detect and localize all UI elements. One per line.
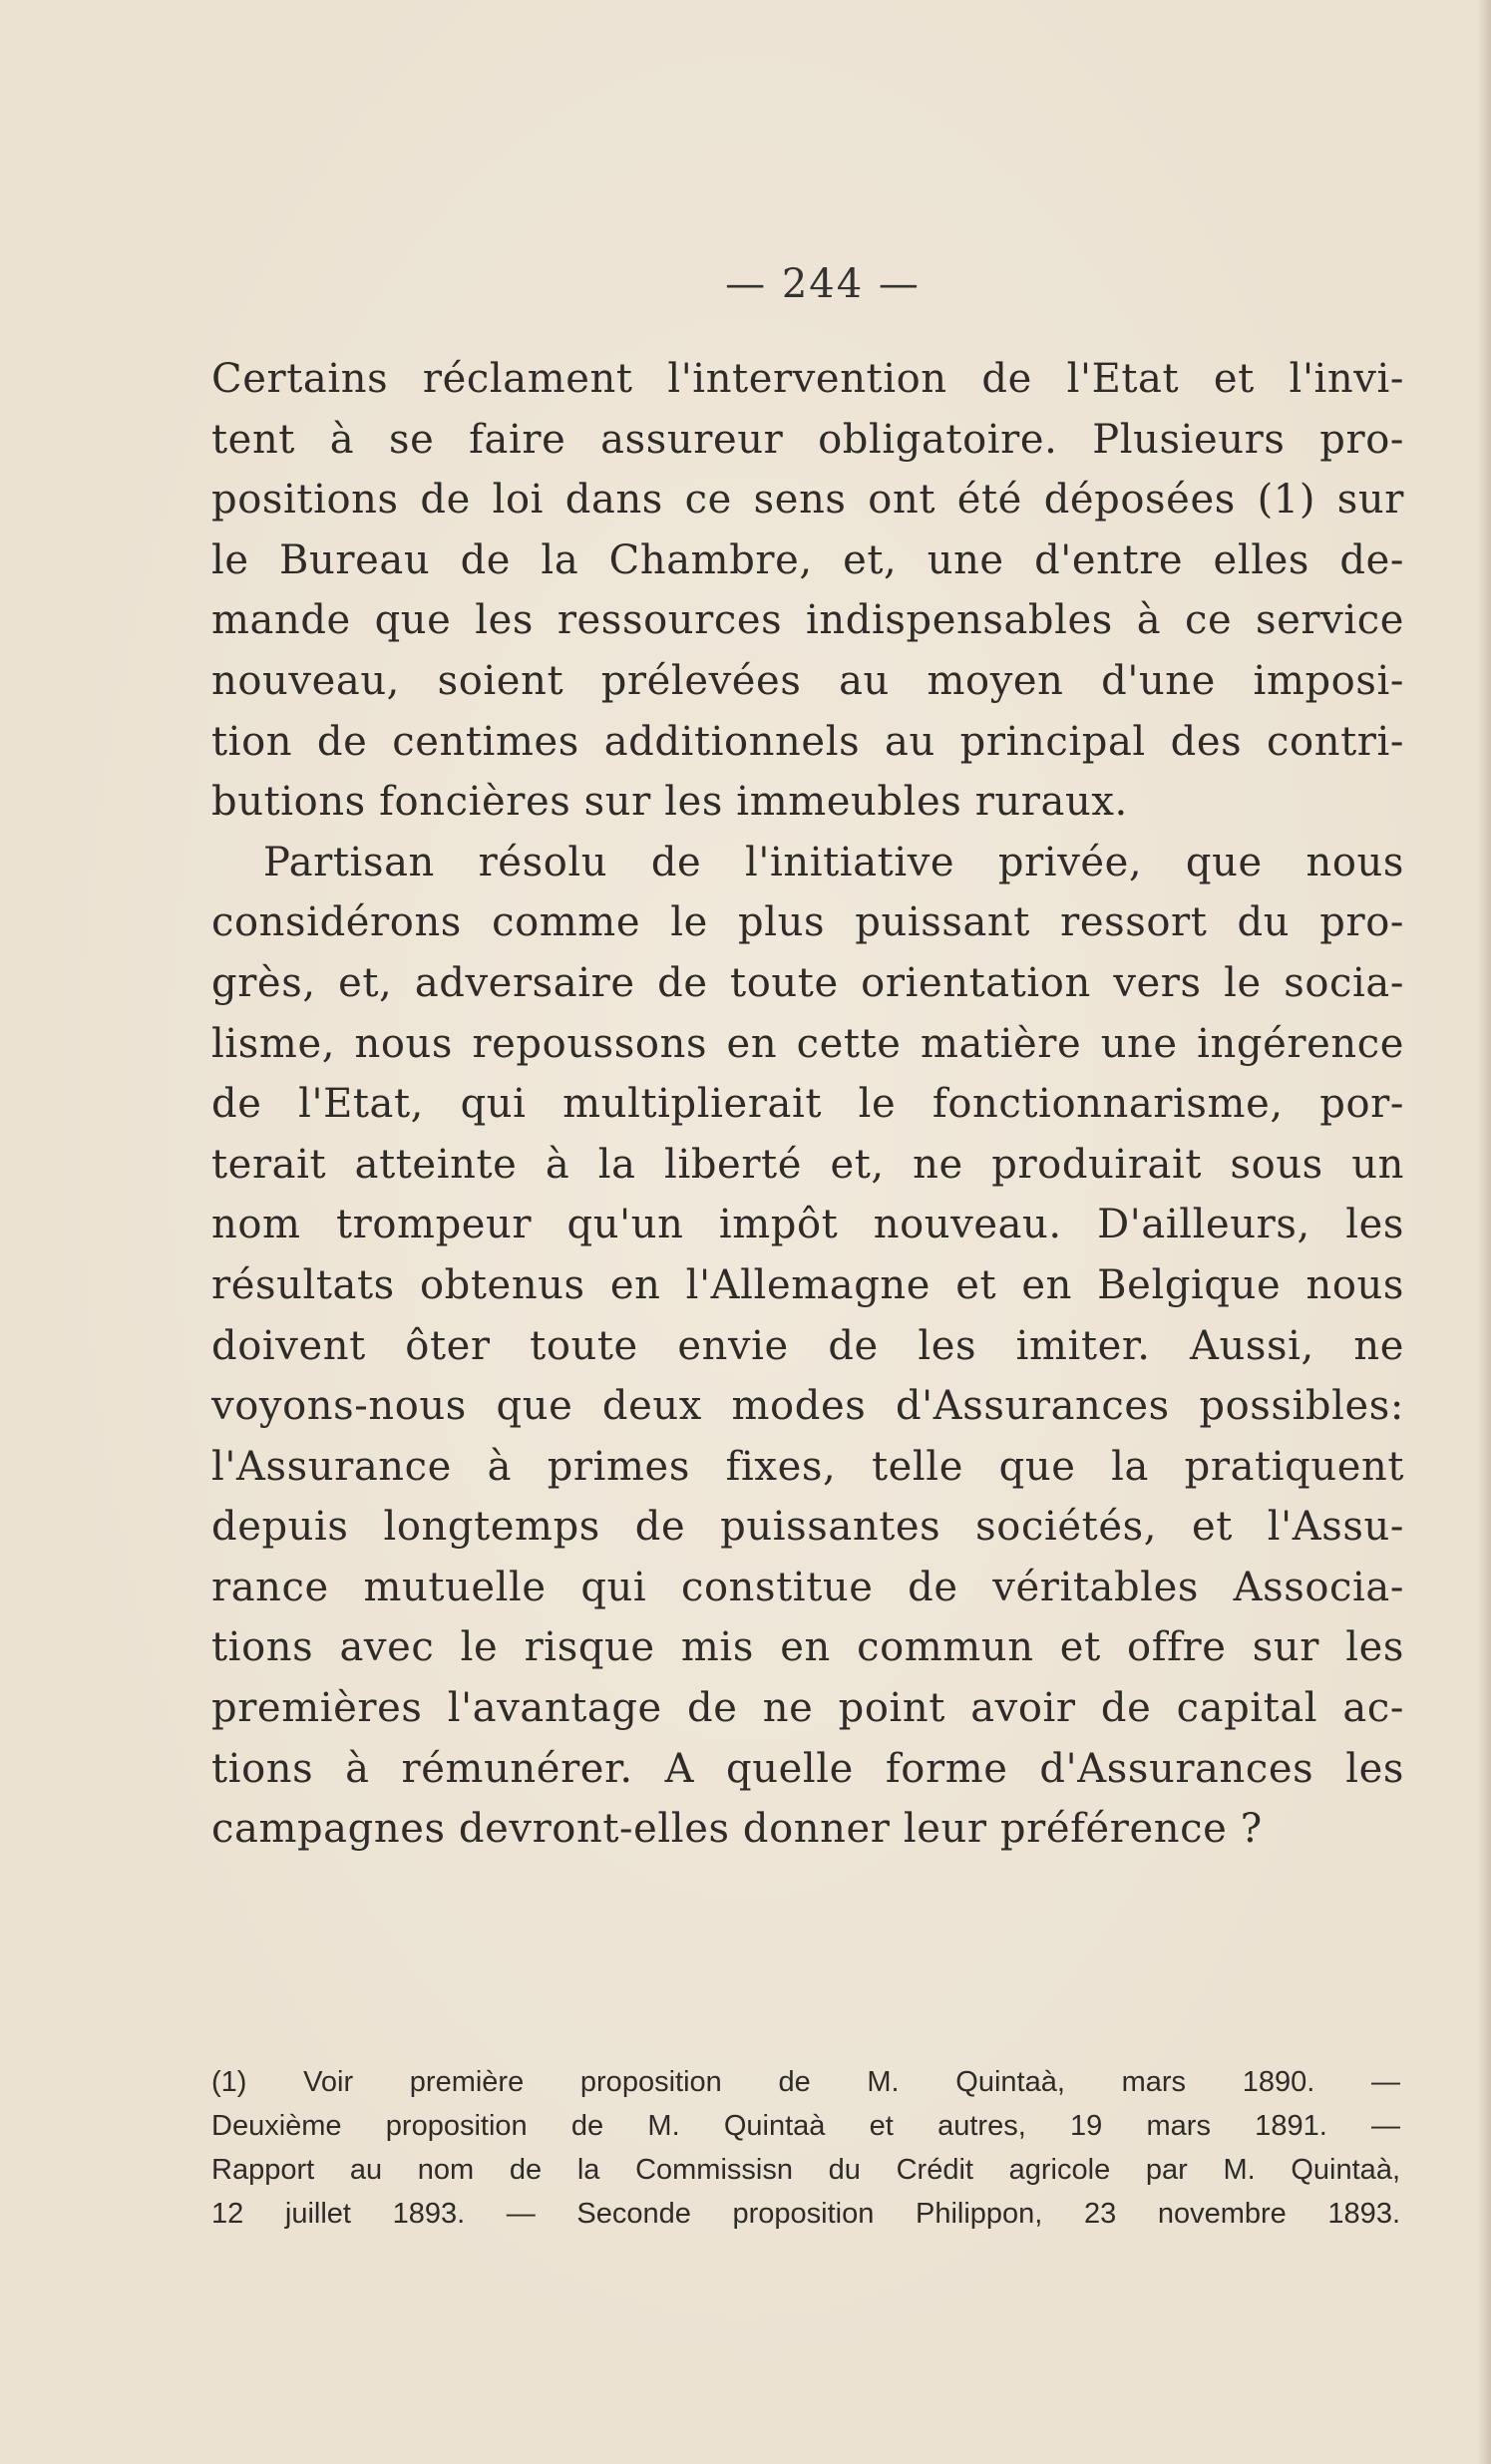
body-text — [211, 349, 1404, 1860]
text-line: terait atteinte à la liberté et, ne produirait sous un — [211, 1141, 1404, 1188]
footnote-line: Rapport au nom de la Commissisn du Crédit agricole par M. Quintaà, — [211, 2154, 1400, 2186]
text-line: de l'Etat, qui multiplierait le fonctionnarisme, por- — [211, 1081, 1404, 1128]
text-line: nouveau, soient prélevées au moyen d'une imposi- — [211, 657, 1404, 704]
text-line: butions foncières sur les immeubles ruraux. — [211, 779, 1128, 826]
text-line: premières l'avantage de ne point avoir de capital ac- — [211, 1685, 1404, 1732]
text-line: l'Assurance à primes fixes, telle que la pratiquent — [211, 1443, 1404, 1490]
text-line: campagnes devront-elles donner leur préférence ? — [211, 1806, 1263, 1853]
text-line: résultats obtenus en l'Allemagne et en Belgique nous — [211, 1261, 1404, 1308]
text-line: Certains réclament l'intervention de l'Etat et l'invi- — [211, 356, 1404, 402]
page-number: — 244 — — [725, 261, 921, 307]
text-line: considérons comme le plus puissant ressort du pro- — [211, 899, 1404, 946]
text-line: Partisan résolu de l'initiative privée, que nous — [263, 839, 1404, 885]
footnote-line: Deuxième proposition de M. Quintaà et autres, 19 mars 1891. — — [211, 2110, 1400, 2142]
text-line: doivent ôter toute envie de les imiter. Aussi, ne — [211, 1322, 1404, 1369]
text-line: le Bureau de la Chambre, et, une d'entre elles de- — [211, 536, 1404, 583]
footnote — [211, 2060, 1400, 2236]
text-line: mande que les ressources indispensables à ce service — [211, 597, 1404, 644]
text-line: nom trompeur qu'un impôt nouveau. D'ailleurs, les — [211, 1202, 1404, 1248]
text-line: rance mutuelle qui constitue de véritables Associa- — [211, 1564, 1404, 1610]
footnote-line: (1) Voir première proposition de M. Quintaà, mars 1890. — — [211, 2066, 1400, 2098]
text-line: voyons-nous que deux modes d'Assurances possibles: — [211, 1383, 1404, 1430]
text-line: tions avec le risque mis en commun et offre sur les — [211, 1624, 1404, 1671]
text-line: lisme, nous repoussons en cette matière une ingérence — [211, 1020, 1404, 1067]
text-line: grès, et, adversaire de toute orientation vers le socia- — [211, 959, 1404, 1006]
footnote-line: 12 juillet 1893. — Seconde proposition Philippon, 23 novembre 1893. — [211, 2198, 1400, 2230]
text-line: depuis longtemps de puissantes sociétés, et l'Assu- — [211, 1504, 1404, 1551]
text-line: positions de loi dans ce sens ont été déposées (1) sur — [211, 477, 1404, 524]
page-edge-shadow — [1477, 0, 1491, 2464]
text-line: tent à se faire assureur obligatoire. Plusieurs pro- — [211, 416, 1404, 463]
text-line: tions à rémunérer. A quelle forme d'Assurances les — [211, 1745, 1404, 1792]
text-line: tion de centimes additionnels au principal des contri- — [211, 718, 1404, 765]
